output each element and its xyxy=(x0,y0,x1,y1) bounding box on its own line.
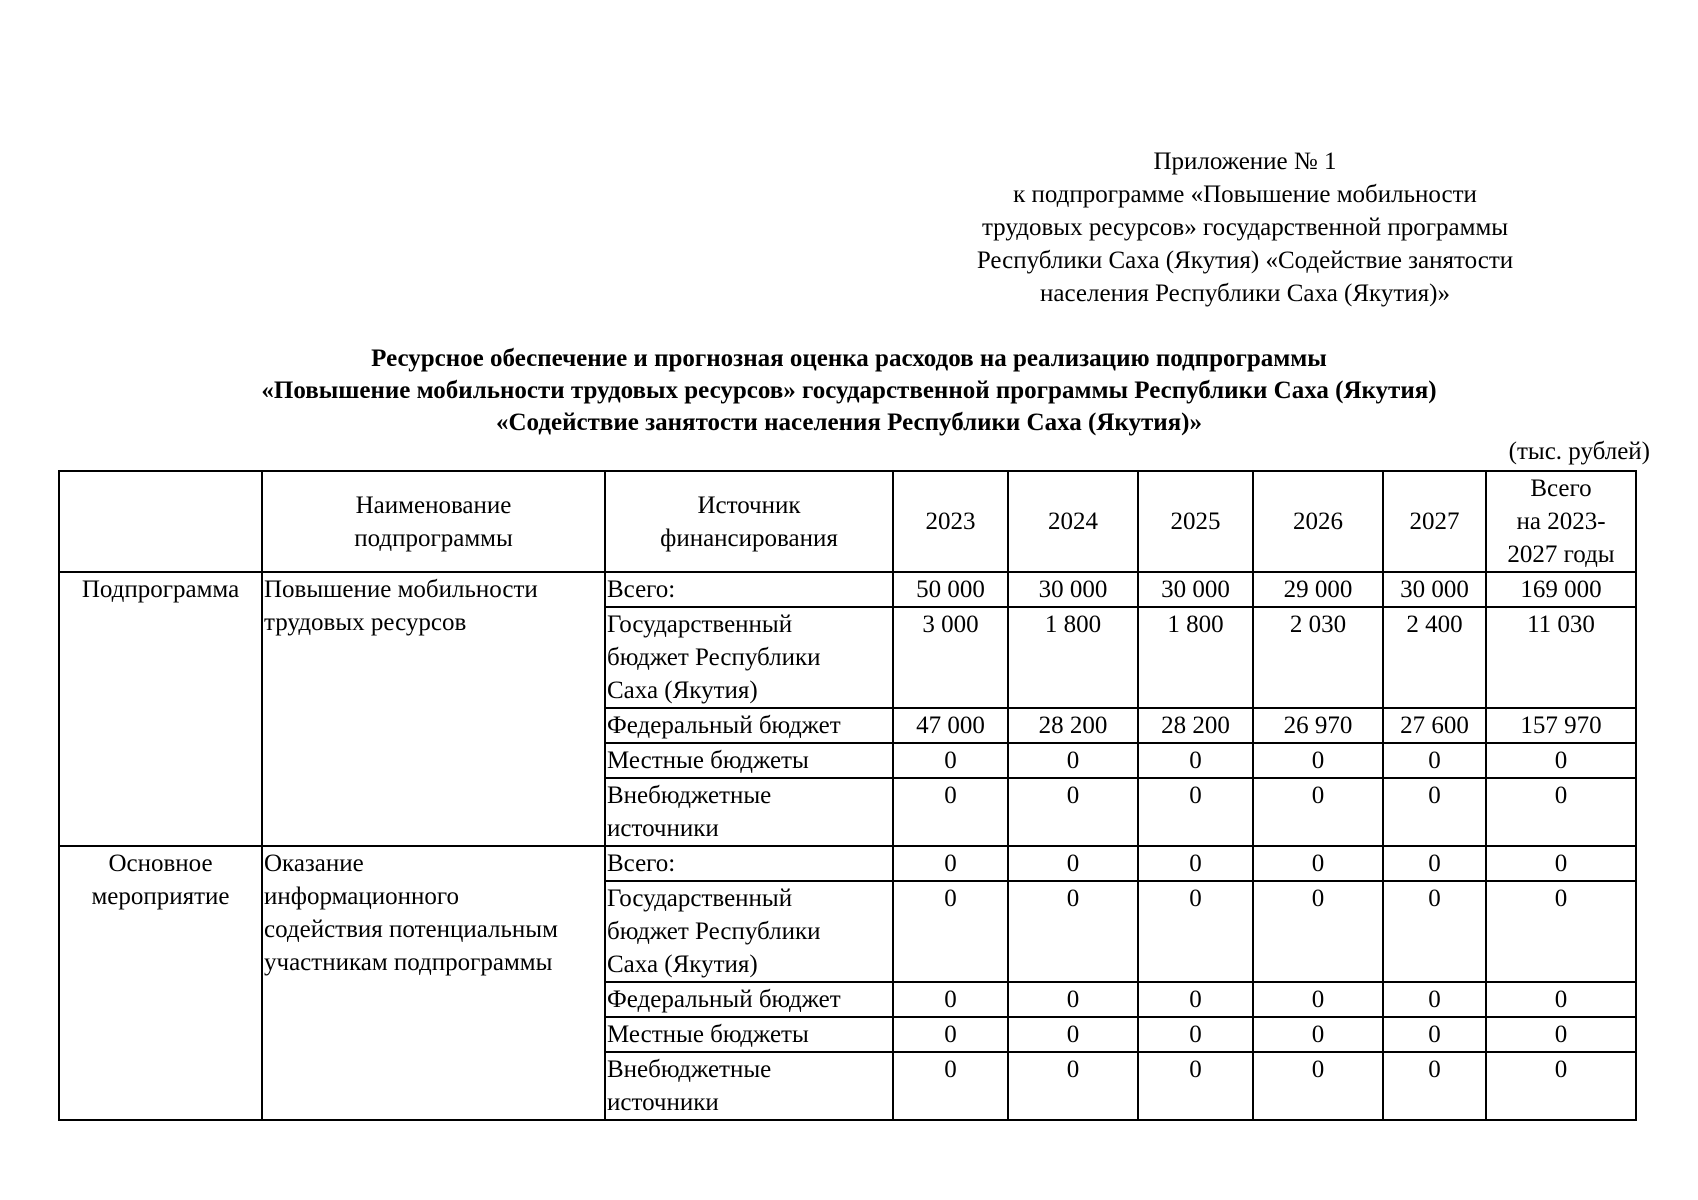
header-year: 2027 xyxy=(1383,471,1486,572)
appendix-line: Приложение № 1 xyxy=(1153,148,1337,175)
appendix-line: Республики Саха (Якутия) «Содействие занятости xyxy=(976,247,1514,274)
cell-value: 0 xyxy=(1383,1017,1486,1052)
cell-value: 1 800 xyxy=(1008,607,1138,708)
cell-value: 0 xyxy=(893,881,1008,982)
cell-value: 0 xyxy=(1008,881,1138,982)
title-line: «Повышение мобильности трудовых ресурсов» государственной программы Республики Саха (Якутия) xyxy=(261,377,1437,404)
cell-value: 0 xyxy=(1253,982,1383,1017)
cell-value: 0 xyxy=(1383,743,1486,778)
cell-value: 0 xyxy=(1138,778,1253,846)
cell-total: 169 000 xyxy=(1486,572,1636,607)
cell-value: 0 xyxy=(1008,1052,1138,1120)
cell-value: 0 xyxy=(1138,846,1253,881)
cell-value: 29 000 xyxy=(1253,572,1383,607)
cell-value: 0 xyxy=(1138,1017,1253,1052)
appendix-line: к подпрограмме «Повышение мобильности xyxy=(1013,181,1477,208)
cell-total: 0 xyxy=(1486,1017,1636,1052)
cell-value: 0 xyxy=(893,846,1008,881)
appendix-line: населения Республики Саха (Якутия)» xyxy=(1040,280,1450,307)
cell-value: 3 000 xyxy=(893,607,1008,708)
cell-total: 0 xyxy=(1486,778,1636,846)
row-source: Государственный бюджет Республики Саха (Якутия) xyxy=(605,607,893,708)
cell-value: 26 970 xyxy=(1253,708,1383,743)
cell-value: 28 200 xyxy=(1138,708,1253,743)
table-body xyxy=(59,572,1636,1120)
cell-value: 47 000 xyxy=(893,708,1008,743)
row-source: Внебюджетные источники xyxy=(605,778,893,846)
cell-value: 0 xyxy=(1253,1017,1383,1052)
header-source: Источник финансирования xyxy=(605,471,893,572)
cell-value: 0 xyxy=(1008,982,1138,1017)
row-source: Федеральный бюджет xyxy=(605,708,893,743)
table-row xyxy=(59,572,1636,607)
cell-value: 0 xyxy=(1008,743,1138,778)
cell-value: 0 xyxy=(1383,778,1486,846)
appendix-note xyxy=(895,145,1595,310)
document-title xyxy=(0,343,1698,439)
cell-value: 0 xyxy=(1383,982,1486,1017)
cell-value: 0 xyxy=(893,982,1008,1017)
cell-value: 30 000 xyxy=(1138,572,1253,607)
cell-total: 11 030 xyxy=(1486,607,1636,708)
cell-value: 0 xyxy=(893,1017,1008,1052)
units-label: (тыс. рублей) xyxy=(1508,438,1650,465)
header-year: 2025 xyxy=(1138,471,1253,572)
cell-value: 0 xyxy=(1253,1052,1383,1120)
cell-value: 28 200 xyxy=(1008,708,1138,743)
cell-total: 0 xyxy=(1486,743,1636,778)
cell-value: 2 400 xyxy=(1383,607,1486,708)
row-source: Местные бюджеты xyxy=(605,1017,893,1052)
cell-total: 0 xyxy=(1486,1052,1636,1120)
cell-value: 2 030 xyxy=(1253,607,1383,708)
cell-value: 0 xyxy=(1253,743,1383,778)
row-source: Федеральный бюджет xyxy=(605,982,893,1017)
title-line: «Содействие занятости населения Республики Саха (Якутия)» xyxy=(496,409,1202,436)
header-year: 2024 xyxy=(1008,471,1138,572)
row-source: Всего: xyxy=(605,572,893,607)
cell-value: 0 xyxy=(1383,881,1486,982)
header-name: Наименование подпрограммы xyxy=(262,471,605,572)
cell-total: 0 xyxy=(1486,846,1636,881)
header-year: 2026 xyxy=(1253,471,1383,572)
cell-total: 0 xyxy=(1486,881,1636,982)
row-source: Местные бюджеты xyxy=(605,743,893,778)
title-line: Ресурсное обеспечение и прогнозная оценка расходов на реализацию подпрограммы xyxy=(371,345,1327,372)
cell-value: 0 xyxy=(1138,881,1253,982)
budget-table xyxy=(58,470,1637,1121)
cell-value: 0 xyxy=(1138,982,1253,1017)
cell-value: 0 xyxy=(1253,846,1383,881)
cell-value: 0 xyxy=(1008,1017,1138,1052)
row-name: Повышение мобильности трудовых ресурсов xyxy=(262,572,605,846)
cell-value: 0 xyxy=(893,778,1008,846)
appendix-line: трудовых ресурсов» государственной программы xyxy=(981,214,1509,241)
row-level: Подпрограмма xyxy=(59,572,262,846)
cell-value: 0 xyxy=(1008,778,1138,846)
cell-value: 0 xyxy=(1138,743,1253,778)
cell-value: 50 000 xyxy=(893,572,1008,607)
cell-total: 0 xyxy=(1486,982,1636,1017)
cell-value: 1 800 xyxy=(1138,607,1253,708)
cell-value: 0 xyxy=(1008,846,1138,881)
cell-value: 0 xyxy=(893,1052,1008,1120)
table-row xyxy=(59,846,1636,881)
row-name: Оказание информационного содействия потенциальным участникам подпрограммы xyxy=(262,846,605,1120)
row-level: Основное мероприятие xyxy=(59,846,262,1120)
row-source: Всего: xyxy=(605,846,893,881)
cell-value: 0 xyxy=(893,743,1008,778)
cell-value: 0 xyxy=(1383,1052,1486,1120)
cell-total: 157 970 xyxy=(1486,708,1636,743)
cell-value: 0 xyxy=(1383,846,1486,881)
header-year: 2023 xyxy=(893,471,1008,572)
header-total: Всего на 2023- 2027 годы xyxy=(1486,471,1636,572)
cell-value: 30 000 xyxy=(1383,572,1486,607)
cell-value: 0 xyxy=(1253,778,1383,846)
table-header-row xyxy=(59,471,1636,572)
cell-value: 0 xyxy=(1253,881,1383,982)
header-level xyxy=(59,471,262,572)
cell-value: 27 600 xyxy=(1383,708,1486,743)
row-source: Внебюджетные источники xyxy=(605,1052,893,1120)
cell-value: 0 xyxy=(1138,1052,1253,1120)
cell-value: 30 000 xyxy=(1008,572,1138,607)
row-source: Государственный бюджет Республики Саха (Якутия) xyxy=(605,881,893,982)
